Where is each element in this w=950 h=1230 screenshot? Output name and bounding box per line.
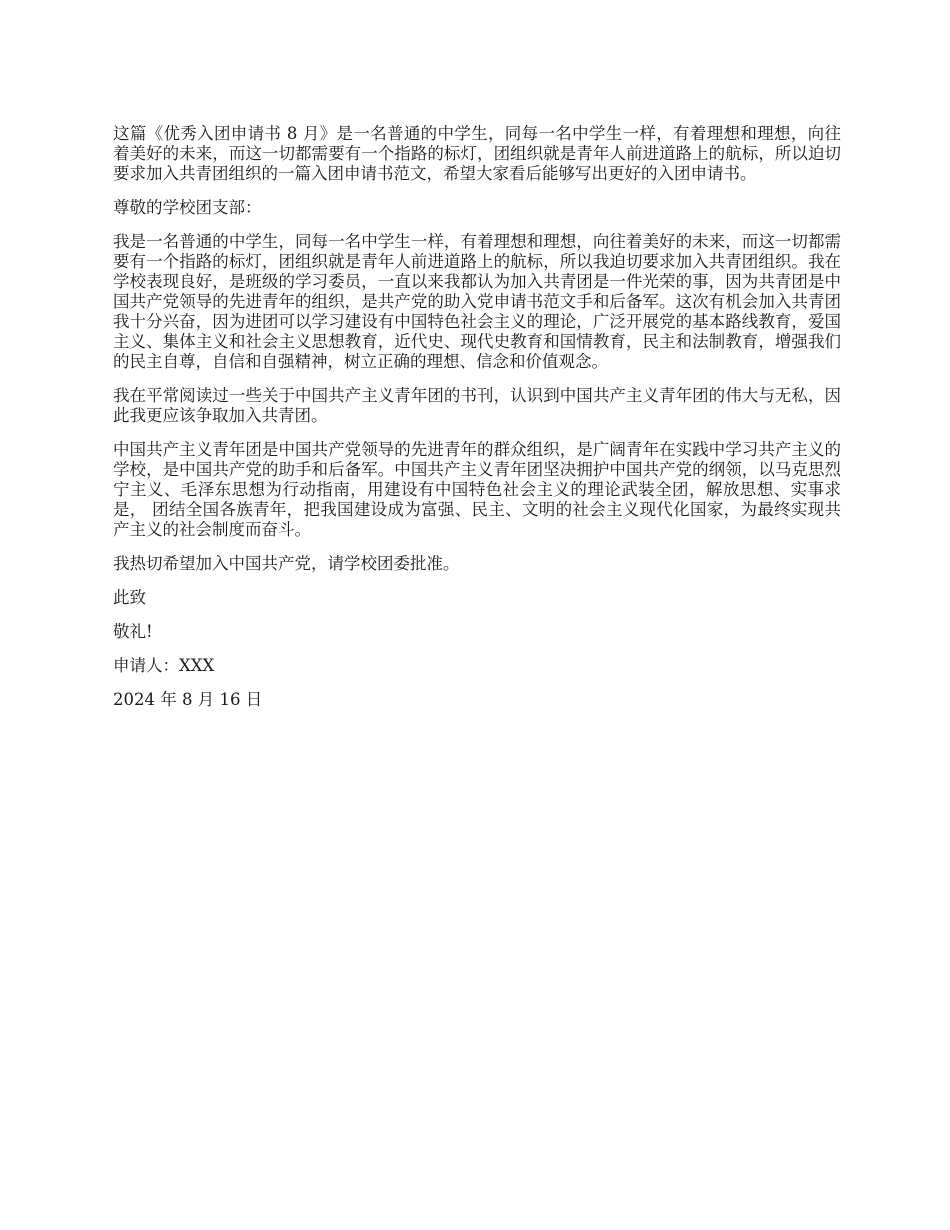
intro-paragraph: 这篇《优秀入团申请书 8 月》是一名普通的中学生，同每一名中学生一样，有着理想和理想，向往着美好的未来，而这一切都需要有一个指路的标灯，团组织就是青年人前进道路上的航标，所以迫切要求加入共青团组织的一篇入团申请书范文，希望大家看后能够写出更好的入团申请书。 [113,124,841,183]
body-paragraph-4: 我热切希望加入中国共产党，请学校团委批准。 [113,554,460,573]
body-paragraph-1: 我是一名普通的中学生，同每一名中学生一样，有着理想和理想，向往着美好的未来，而这一切都需要有一个指路的标灯，团组织就是青年人前进道路上的航标，所以我迫切要求加入共青团组织。我在学校表现良好，是班级的学习委员，一直以来我都认为加入共青团是一件光荣的事，因为共青团是中国共产党领导的先进青年的组织，是共产党的助入党申请书范文手和后备军。这次有机会加入共青团我十分兴奋，因为进团可以学习建设有中国特色社会主义的理论，广泛开展党的基本路线教育，爱国主义、集体主义和社会主义思想教育，近代史、现代史教育和国情教育，民主和法制教育，增强我们的民主自尊，自信和自强精神，树立正确的理想、信念和价值观念。 [113,232,841,371]
body-paragraph-2: 我在平常阅读过一些关于中国共产主义青年团的书刊，认识到中国共产主义青年团的伟大与无私，因此我更应该争取加入共青团。 [113,386,841,425]
salutation: 尊敬的学校团支部： [113,198,262,217]
document-page [113,124,841,724]
applicant-signature: 申请人：XXX [113,656,215,675]
closing: 此致 [113,588,146,607]
date: 2024 年 8 月 16 日 [113,690,263,709]
regards: 敬礼! [113,622,153,641]
body-paragraph-3: 中国共产主义青年团是中国共产党领导的先进青年的群众组织，是广阔青年在实践中学习共产主义的学校，是中国共产党的助手和后备军。中国共产主义青年团坚决拥护中国共产党的纲领，以马克思烈宁主义、毛泽东思想为行动指南，用建设有中国特色社会主义的理论武装全团，解放思想、实事求是， 团结全国各族青年，把我国建设成为富强、民主、文明的社会主义现代化国家，为最终实现共产主义的社会制度而奋斗。 [113,440,841,539]
